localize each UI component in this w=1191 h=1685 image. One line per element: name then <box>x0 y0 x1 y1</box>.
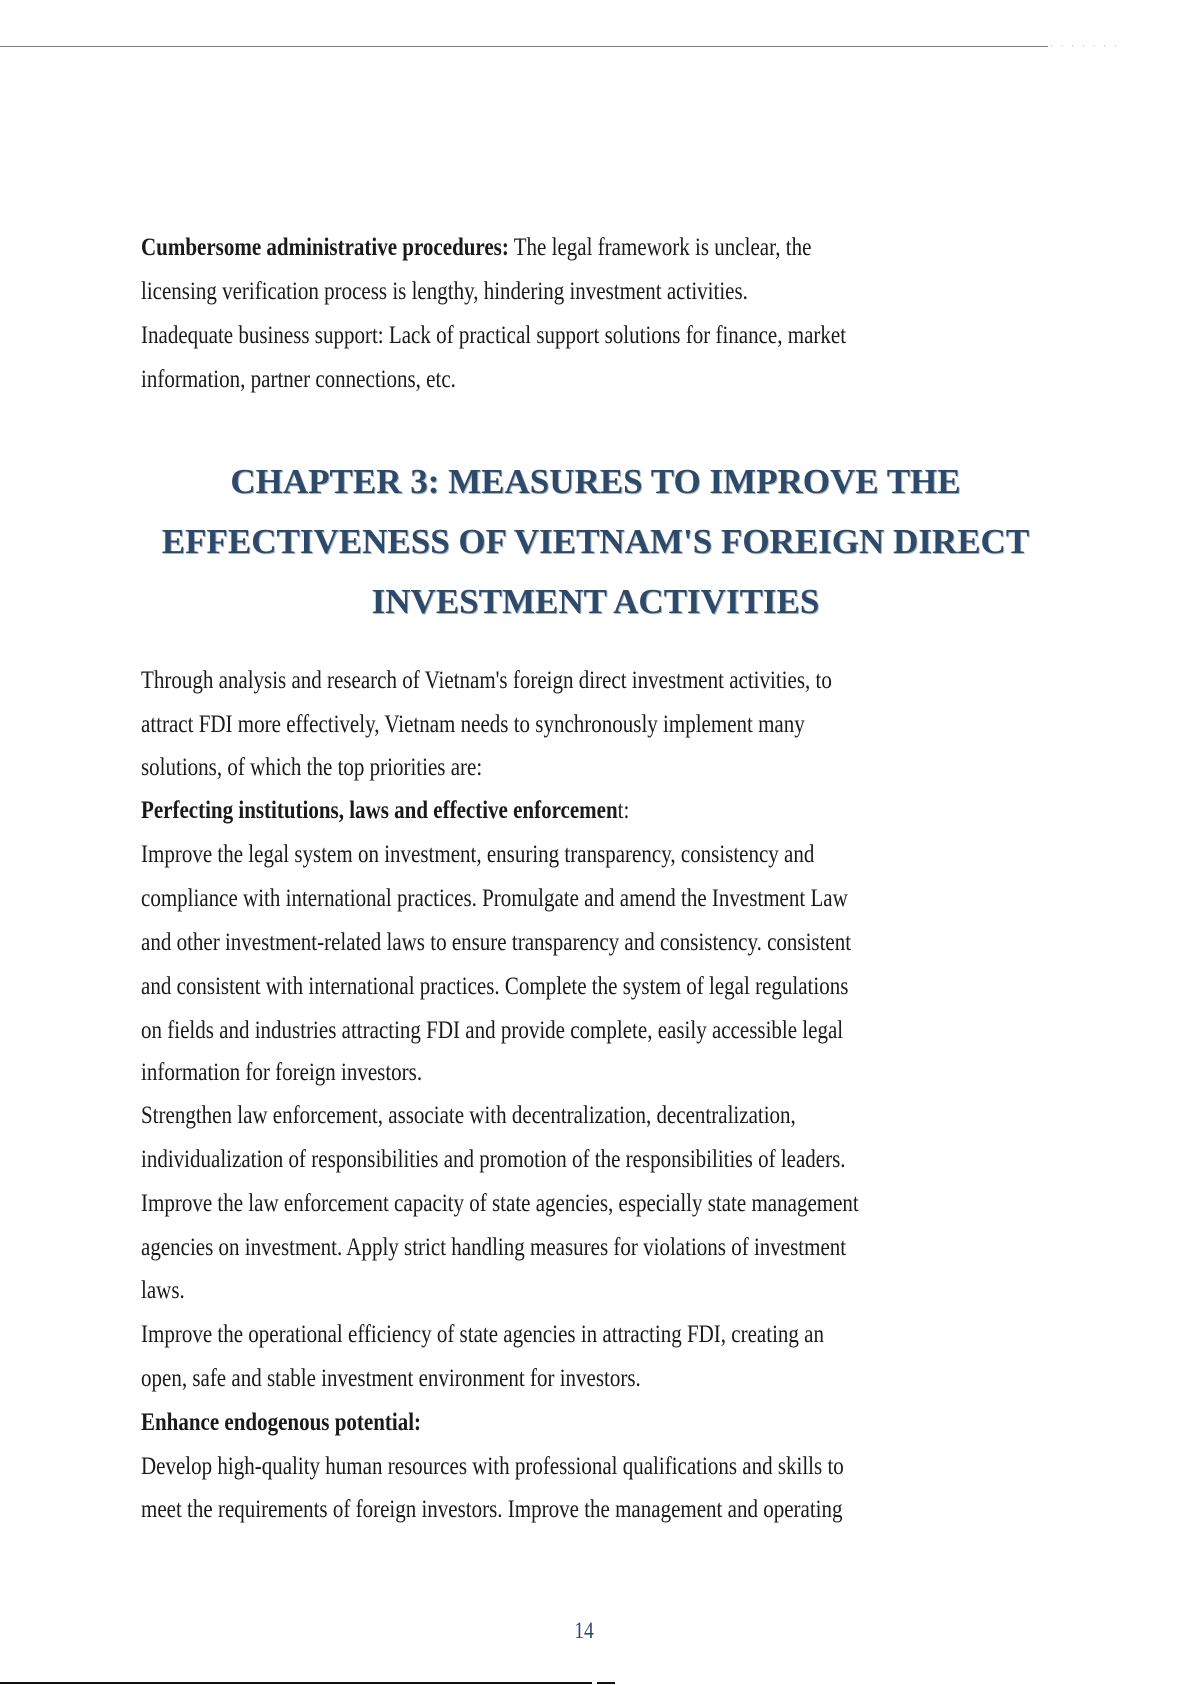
body-line: agencies on investment. Apply strict handling measures for violations of investment <box>141 1234 847 1261</box>
body-line: and consistent with international practices. Complete the system of legal regulations <box>141 973 849 1000</box>
header-rule <box>0 46 1048 47</box>
section-heading-bold: Enhance endogenous potential: <box>141 1409 422 1436</box>
section-heading-endogenous <box>141 1408 421 1438</box>
footer-rule <box>0 1682 592 1684</box>
body-line: Improve the legal system on investment, ensuring transparency, consistency and <box>141 841 815 868</box>
intro-line-1 <box>141 233 811 263</box>
body-line: open, safe and stable investment environment for investors. <box>141 1365 641 1392</box>
chapter-title-line-1: CHAPTER 3: MEASURES TO IMPROVE THE <box>230 462 961 501</box>
body-line: Improve the law enforcement capacity of state agencies, especially state management <box>141 1190 859 1217</box>
intro-line-3: Inadequate business support: Lack of practical support solutions for finance, market <box>141 322 847 349</box>
section-heading-institutions <box>141 796 629 826</box>
body-line: Improve the operational efficiency of state agencies in attracting FDI, creating an <box>141 1321 824 1348</box>
intro-line-4: information, partner connections, etc. <box>141 366 456 393</box>
header-rule-dots: ······· <box>1050 42 1125 51</box>
intro-lead-bold: Cumbersome administrative procedures: <box>141 234 509 261</box>
chapter-title-line-3: INVESTMENT ACTIVITIES <box>371 582 820 621</box>
body-line: information for foreign investors. <box>141 1059 423 1086</box>
body-line: solutions, of which the top priorities are: <box>141 754 483 781</box>
intro-line-2: licensing verification process is lengthy, hindering investment activities. <box>141 278 748 305</box>
body-line: laws. <box>141 1277 185 1304</box>
body-line: Through analysis and research of Vietnam's foreign direct investment activities, to <box>141 667 832 694</box>
body-line: Strengthen law enforcement, associate with decentralization, decentralization, <box>141 1102 796 1129</box>
body-line: individualization of responsibilities and promotion of the responsibilities of leaders. <box>141 1146 846 1173</box>
body-line: meet the requirements of foreign investors. Improve the management and operating <box>141 1496 843 1523</box>
body-line: Develop high-quality human resources with professional qualifications and skills to <box>141 1453 844 1480</box>
body-line: compliance with international practices. Promulgate and amend the Investment Law <box>141 885 848 912</box>
section-heading-bold: Perfecting institutions, laws and effective enforcemen <box>141 797 618 824</box>
chapter-title-line-2: EFFECTIVENESS OF VIETNAM'S FOREIGN DIRECT <box>161 522 1030 561</box>
intro-text: The legal framework is unclear, the <box>508 234 812 261</box>
body-line: attract FDI more effectively, Vietnam needs to synchronously implement many <box>141 711 805 738</box>
body-line: and other investment-related laws to ensure transparency and consistency. consistent <box>141 929 852 956</box>
footer-rule-segment <box>597 1682 615 1684</box>
section-heading-tail: t: <box>617 797 630 824</box>
page-number: 14 <box>574 1618 594 1643</box>
body-line: on fields and industries attracting FDI and provide complete, easily accessible legal <box>141 1017 844 1044</box>
